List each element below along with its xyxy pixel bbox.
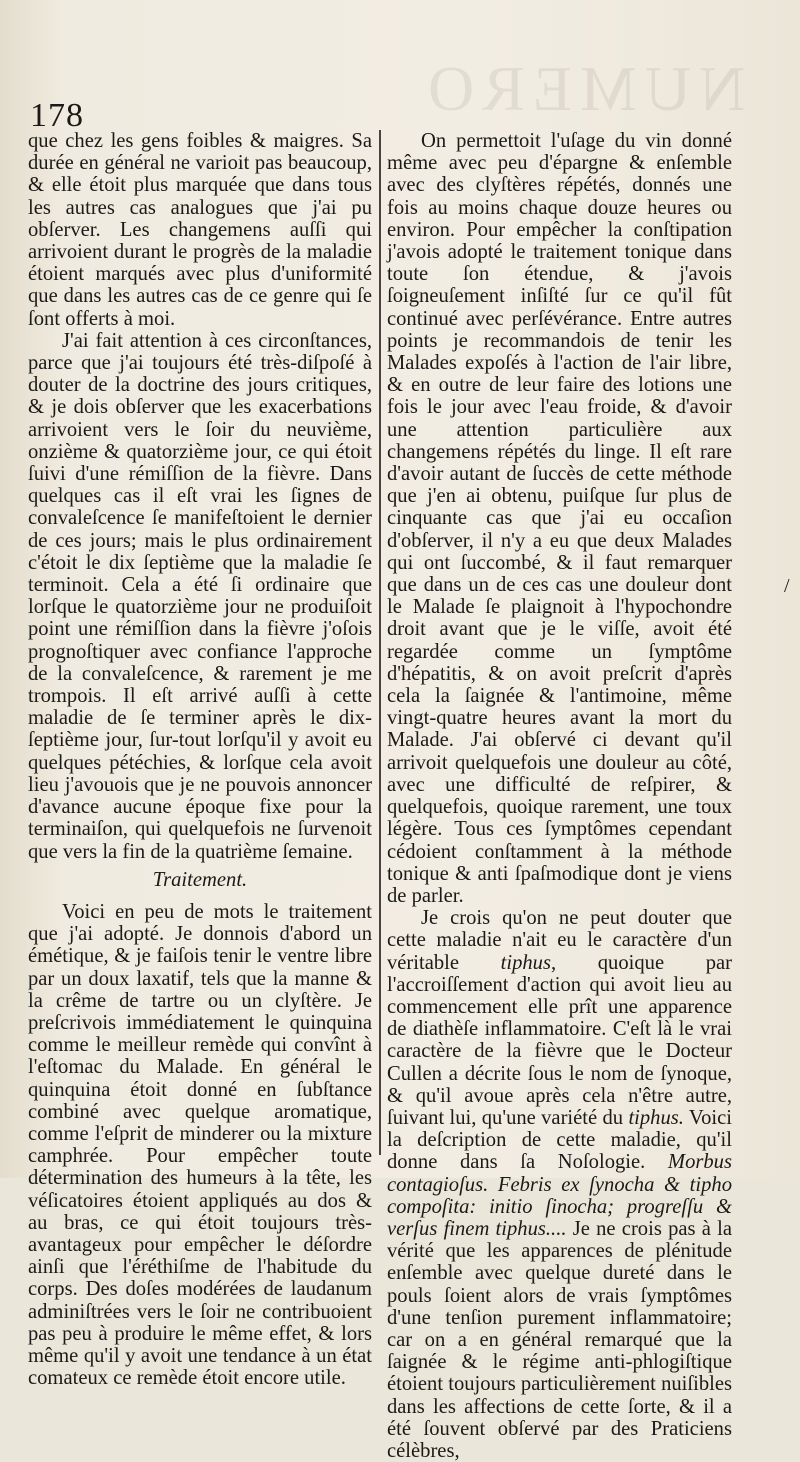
- text-run: , quoique par l'accroiſſement d'action qui avoit lieu au commencement elle prît une apparence de diathèſe inflammatoire. C'eſt là le vrai caractère de la fièvre que le Docteur Cullen a décrite ſous le nom de ſynoque, & qu'il avoue après cela n'être autre, ſuivant lui, qu'une variété du: [387, 951, 732, 1129]
- italic-term-tiphus: tiphus.: [628, 1106, 684, 1129]
- paragraph-treatment: Voici en peu de mots le traitement que j'ai adopté. Je donnois d'abord un émétique, & je faiſois tenir le ventre libre par un doux laxatif, tels que la manne & la crême de tartre ou un clyſtère. Je preſcrivois immédiatement le quinquina comme le meilleur remède qui convînt à l'eſtomac du Malade. En général le quinquina étoit donné en ſubſtance combiné avec quelque aromatique, comme l'eſprit de minderer ou la mixture camphrée. Pour empêcher toute détermination des humeurs à la tête, les véſicatoires étoient appliqués au dos & au bras, ce qui étoit toujours très-avantageux pour empêcher le déſordre ainſi que l'éréthiſme de l'habitude du corps. Des doſes modérées de laudanum adminiſtrées vers le ſoir ne contribuoient pas peu à produire le même effet, & lors même qu'il y avoit une tendance à un état comateux ce remède étoit encore utile.: [28, 900, 372, 1390]
- right-column: [387, 130, 732, 1462]
- text-run: Je ne crois pas à la vérité que les apparences de plénitude enſemble avec quelque dureté dans le pouls ſoient alors de vrais ſymptômes d'une tenſion purement inflammatoire; car on a en général remarqué que la ſaignée & le régime anti-phlogiſtique étoient toujours particulièrement nuiſibles dans les affections de cette ſorte, & il a été ſouvent obſervé par des Praticiens célèbres,: [387, 1217, 732, 1462]
- paragraph-continuation: que chez les gens foibles & maigres. Sa durée en général ne varioit pas beaucoup, & elle étoit plus marquée que dans tous les autres cas analogues que j'ai pu obſerver. Les changemens auſſi qui arrivoient durant le progrès de la maladie étoient marqués avec plus d'uniformité que dans les autres cas de ce genre qui ſe ſont offerts à moi.: [28, 130, 372, 330]
- margin-mark: /: [784, 575, 790, 597]
- page-number: 178: [30, 97, 84, 134]
- paragraph-tiphus: [387, 907, 732, 1462]
- text-run: Je crois qu'on ne peut douter que cette maladie n'ait eu le caractère d'un véritable: [387, 907, 732, 974]
- bleed-through-text: NUMERO: [420, 53, 746, 124]
- paragraph-wine-tonic: On permettoit l'uſage du vin donné même avec peu d'épargne & enſemble avec des clyſtères répétés, donnés une fois au moins chaque douze heures ou environ. Pour empêcher la conſtipation j'avois adopté le traitement tonique dans toute ſon étendue, & j'avois ſoigneuſement inſiſté ſur ce qu'il fût continué avec perſévérance. Entre autres points je recommandois de tenir les Malades expoſés à l'action de l'air libre, & en outre de leur faire des lotions une fois le jour avec l'eau froide, & d'avoir une attention particulière aux changemens répétés du linge. Il eſt rare d'avoir autant de ſuccès de cette méthode que j'en ai obtenu, puiſque ſur plus de cinquante cas que j'ai eu occaſion d'obſerver, il n'y a eu que deux Malades qui ont ſuccombé, & il faut remarquer que dans un de ces cas une douleur dont le Malade ſe plaignoit à l'hypochondre droit avant que je le viſſe, avoit été regardée comme un ſymptôme d'hépatitis, & on avoit preſcrit d'après cela la ſaignée & l'antimoine, même vingt-quatre heures avant la mort du Malade. J'ai obſervé ci devant qu'il arrivoit quelquefois une douleur au côté, avec une difficulté de reſpirer, & quelquefois, quoique rarement, une toux légère. Tous ces ſymptômes cependant cédoient conſtamment à la méthode tonique & anti ſpaſmodique dont je viens de parler.: [387, 130, 732, 907]
- paragraph-critical-days: J'ai fait attention à ces circonſtances, parce que j'ai toujours été très-diſpoſé à douter de la doctrine des jours critiques, & je dois obſerver que les exacerbations arrivoient vers le ſoir du neuvième, onzième & quatorzième jour, ce qui étoit ſuivi d'une rémiſſion de la fièvre. Dans quelques cas il eſt vrai les ſignes de convaleſcence ſe manifeſtoient le dernier de ces jours; mais le plus ordinairement c'étoit le dix ſeptième que la maladie ſe terminoit. Cela a été ſi ordinaire que lorſque le quatorzième jour ne produiſoit point une rémiſſion dans la fièvre j'oſois prognoſtiquer avec confiance l'approche de la convaleſcence, & rarement je me trompois. Il eſt arrivé auſſi à cette maladie de ſe terminer après le dix-ſeptième jour, ſur-tout lorſqu'il y avoit eu quelques pétéchies, & lorſque cela avoit lieu j'avouois que je ne pouvois annoncer d'avance aucune époque fixe pour la terminaiſon, qui quelquefois ne ſurvenoit que vers la fin de la quatrième ſemaine.: [28, 329, 372, 863]
- left-column: [28, 130, 372, 1389]
- section-heading-traitement: Traitement.: [152, 868, 248, 891]
- latin-quotation: Morbus contagioſus. Febris ex ſynocha & tipho compoſita: initio ſinocha; progreſſu & verſus finem tiphus....: [387, 1151, 732, 1240]
- italic-term-tiphus: tiphus: [500, 951, 551, 974]
- text-run: Voici la deſcription de cette maladie, qu'il donne dans ſa Noſologie.: [387, 1106, 733, 1174]
- column-divider: [379, 130, 381, 1155]
